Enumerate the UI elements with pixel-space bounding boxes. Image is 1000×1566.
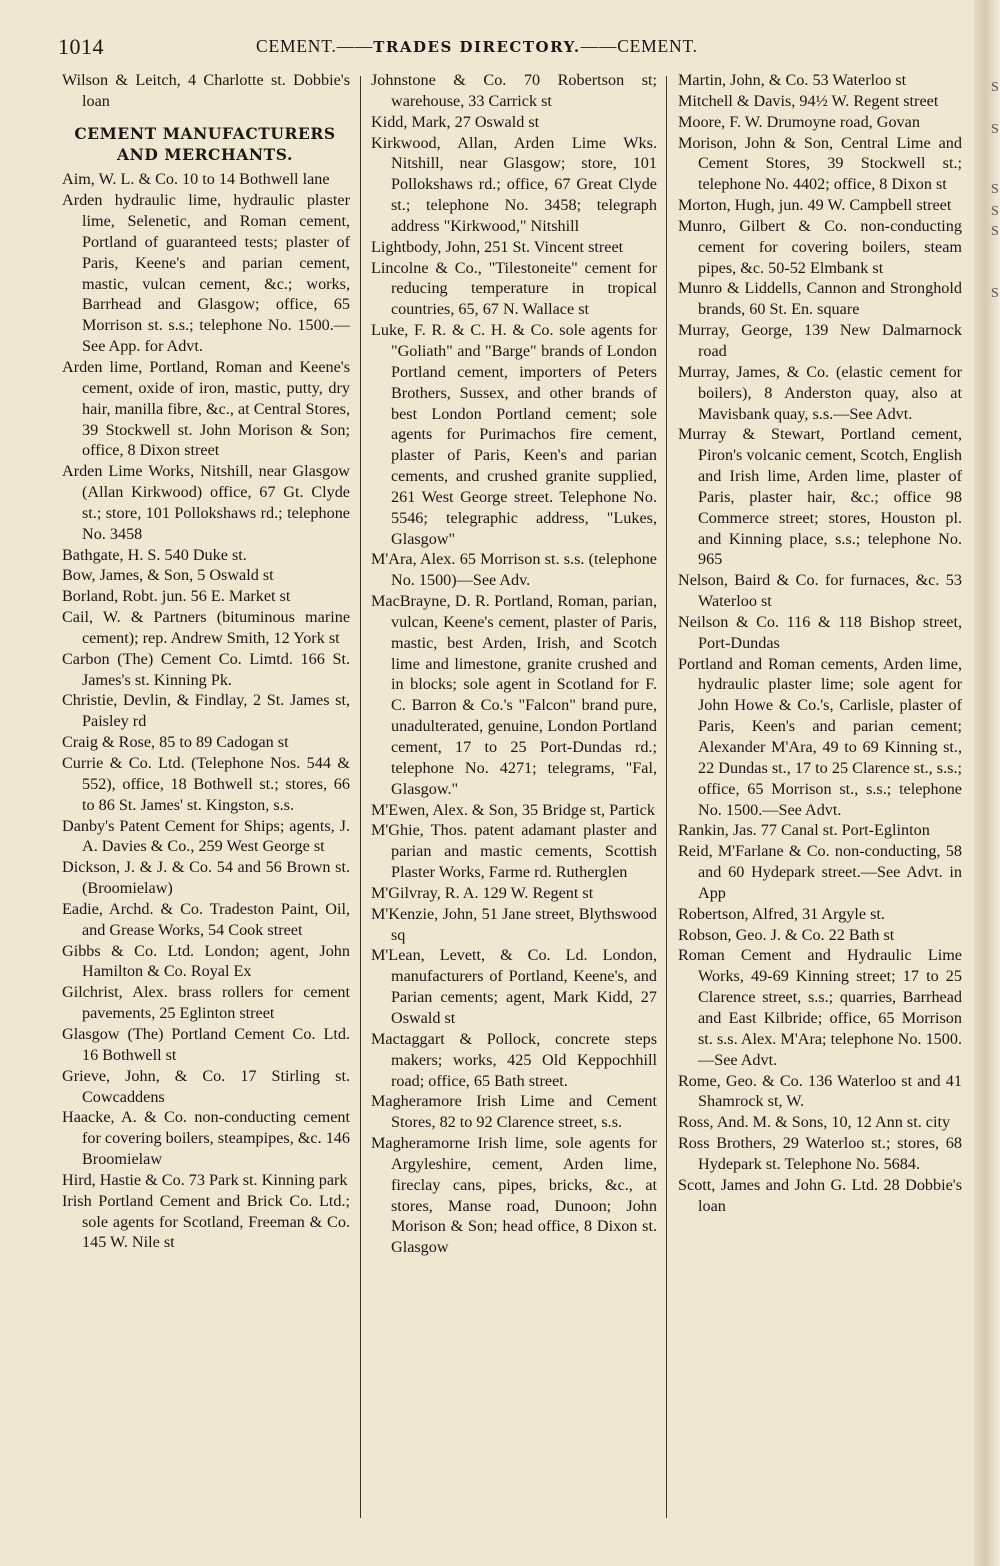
directory-entry: Morison, John & Son, Central Lime and Cement Stores, 39 Stockwell st.; telephone No. 4402; office, 8 Dixon st — [678, 133, 962, 194]
directory-entry: Ross, And. M. & Sons, 10, 12 Ann st. city — [678, 1113, 951, 1132]
directory-entry: Johnstone & Co. 70 Robertson st; warehouse, 33 Carrick st — [371, 71, 657, 110]
running-head-left: CEMENT. — [256, 36, 337, 56]
directory-entry: Lightbody, John, 251 St. Vincent street — [371, 237, 624, 256]
running-head-dash: —— — [336, 36, 374, 56]
directory-entry: Magheramorne Irish lime, sole agents for Argyleshire, cement, Arden lime, fireclay cans, pipes, bricks, &c., at stores, Manse road, Dunoon; John Morison & Son; head office, 8 Dixon st. Glasgow — [371, 1134, 657, 1257]
directory-entry: Craig & Rose, 85 to 89 Cadogan st — [62, 733, 289, 752]
directory-entry: Murray, George, 139 New Dalmarnock road — [678, 321, 962, 360]
edge-mark: S — [991, 122, 999, 137]
directory-entry: Munro & Liddells, Cannon and Stronghold brands, 60 St. En. square — [678, 279, 962, 319]
running-head-title: TRADES DIRECTORY. — [373, 38, 581, 56]
directory-entry: Arden Lime Works, Nitshill, near Glasgow (Allan Kirkwood) office, 67 Gt. Clyde st.; store, 101 Pollokshaws rd.; telephone No. 3458 — [62, 462, 350, 543]
directory-entry: Magheramore Irish Lime and Cement Stores, 82 to 92 Clarence street, s.s. — [371, 1092, 657, 1132]
directory-entry: Martin, John, & Co. 53 Waterloo st — [678, 71, 907, 89]
directory-entry: Reid, M'Farlane & Co. non-conducting, 58 and 60 Hydepark street.—See Advt. in App — [678, 842, 962, 902]
directory-entry: Ross Brothers, 29 Waterloo st.; stores, 68 Hydepark st. Telephone No. 5684. — [678, 1134, 962, 1173]
directory-entry: Currie & Co. Ltd. (Telephone Nos. 544 & 552), office, 18 Bothwell st.; stores, 66 to 86 St. James' st. Kingston, s.s. — [62, 754, 350, 814]
directory-entry: Mitchell & Davis, 94½ W. Regent street — [678, 91, 939, 110]
directory-entry: Kirkwood, Allan, Arden Lime Wks. Nitshill, near Glasgow; store, 101 Pollokshaws rd.; office, 67 Great Clyde st.; telephone No. 3458; telegraph address "Kirkwood," Nitshill — [371, 133, 657, 235]
directory-entry: Rome, Geo. & Co. 136 Waterloo st and 41 Shamrock st, W. — [678, 1071, 962, 1111]
directory-entry: M'Ewen, Alex. & Son, 35 Bridge st, Partick — [371, 800, 655, 819]
directory-entry: M'Gilvray, R. A. 129 W. Regent st — [371, 883, 594, 902]
directory-entry: Scott, James and John G. Ltd. 28 Dobbie's loan — [678, 1175, 962, 1215]
directory-entry: Rankin, Jas. 77 Canal st. Port-Eglinton — [678, 821, 930, 840]
directory-entry: Glasgow (The) Portland Cement Co. Ltd. 16 Bothwell st — [62, 1024, 350, 1064]
directory-entry: M'Kenzie, John, 51 Jane street, Blythswood sq — [371, 904, 657, 944]
directory-entry: Arden lime, Portland, Roman and Keene's cement, oxide of iron, mastic, putty, dry hair, manilla fibre, &c., at Central Stores, 39 Stockwell st. John Morison & Son; office, 8 Dixon street — [62, 357, 350, 460]
adjacent-page-edge — [974, 0, 1000, 1566]
directory-entry: Haacke, A. & Co. non-conducting cement for covering boilers, steampipes, &c. 146 Broomielaw — [62, 1108, 350, 1169]
edge-mark: S — [991, 286, 999, 301]
directory-entry: Murray & Stewart, Portland cement, Piron's volcanic cement, Scotch, English and Irish lime, Arden lime, plaster of Paris, plaster hair, &c.; office 98 Commerce street; stores, Houston pl. and Kinning place, s.s.; telephone No. 965 — [678, 425, 962, 569]
directory-entry: Irish Portland Cement and Brick Co. Ltd.; sole agents for Scotland, Freeman & Co. 145 W. Nile st — [62, 1191, 350, 1252]
edge-mark: S — [991, 182, 999, 197]
directory-entry: Bathgate, H. S. 540 Duke st. — [62, 545, 247, 564]
directory-entry: Moore, F. W. Drumoyne road, Govan — [678, 112, 920, 131]
directory-entry: Morton, Hugh, jun. 49 W. Campbell street — [678, 196, 952, 215]
column-1 — [60, 70, 350, 1253]
directory-entry: Christie, Devlin, & Findlay, 2 St. James st, Paisley rd — [62, 691, 350, 731]
edge-mark: S — [991, 224, 999, 239]
directory-entry: Neilson & Co. 116 & 118 Bishop street, Port-Dundas — [678, 612, 962, 652]
directory-entry: Hird, Hastie & Co. 73 Park st. Kinning park — [62, 1170, 348, 1189]
directory-entry: Portland and Roman cements, Arden lime, hydraulic plaster lime; sole agent for John Howe & Co.'s, Carlisle, plaster of Paris, Keen's and parian cement; Alexander M'Ara, 49 to 69 Kinning st., 22 Dundas st., 17 to 25 Clarence st., s.s.; office, 65 Morrison st., s.s.; telephone No. 1500.—See Advt. — [678, 654, 962, 819]
directory-entry: Roman Cement and Hydraulic Lime Works, 49-69 Kinning street; 17 to 25 Clarence street, s.s.; quarries, Barrhead and East Kilbride; office, 65 Morrison st. s.s. Alex. M'Ara; telephone No. 1500.—See Advt. — [678, 946, 962, 1069]
directory-entry: Robson, Geo. J. & Co. 22 Bath st — [678, 925, 895, 944]
directory-entry: M'Ghie, Thos. patent adamant plaster and parian and mastic cements, Scottish Plaster Works, Farme rd. Rutherglen — [371, 821, 657, 882]
directory-entry: Dickson, J. & J. & Co. 54 and 56 Brown st. (Broomielaw) — [62, 858, 350, 898]
directory-entry: Bow, James, & Son, 5 Oswald st — [62, 566, 274, 585]
directory-entry: Gilchrist, Alex. brass rollers for cement pavements, 25 Eglinton street — [62, 983, 350, 1023]
running-head-right: CEMENT. — [617, 36, 698, 56]
edge-mark: S — [991, 80, 999, 95]
edge-mark: S — [991, 204, 999, 219]
directory-entry: Robertson, Alfred, 31 Argyle st. — [678, 904, 885, 923]
column-rule — [360, 76, 361, 1518]
page-number: 1014 — [58, 34, 104, 59]
column-3 — [676, 70, 962, 1216]
directory-entry: Danby's Patent Cement for Ships; agents, J. A. Davies & Co., 259 West George st — [62, 816, 350, 856]
directory-entry: Cail, W. & Partners (bituminous marine cement); rep. Andrew Smith, 12 York st — [62, 608, 350, 647]
directory-entry: Carbon (The) Cement Co. Limtd. 166 St. James's st. Kinning Pk. — [62, 649, 350, 689]
running-head — [256, 36, 776, 57]
directory-entry: Grieve, John, & Co. 17 Stirling st. Cowcaddens — [62, 1066, 350, 1106]
directory-entry: Gibbs & Co. Ltd. London; agent, John Hamilton & Co. Royal Ex — [62, 941, 350, 981]
directory-entry: Lincolne & Co., "Tilestoneite" cement for reducing temperature in tropical countries, 65, 67 N. Wallace st — [371, 258, 657, 319]
directory-entry: Murray, James, & Co. (elastic cement for boilers), 8 Anderston quay, also at Mavisbank quay, s.s.—See Advt. — [678, 362, 962, 423]
running-head-dash: —— — [580, 36, 618, 56]
directory-entry: Aim, W. L. & Co. 10 to 14 Bothwell lane — [62, 170, 330, 189]
column-rule — [666, 76, 667, 1518]
directory-entry: Nelson, Baird & Co. for furnaces, &c. 53 Waterloo st — [678, 571, 962, 611]
directory-entry: M'Ara, Alex. 65 Morrison st. s.s. (telephone No. 1500)—See Adv. — [371, 550, 657, 590]
directory-entry: Munro, Gilbert & Co. non-conducting cement for covering boilers, steam pipes, &c. 50-52 Elmbank st — [678, 216, 962, 277]
directory-entry: Arden hydraulic lime, hydraulic plaster lime, Selenetic, and Roman cement, Portland of guaranteed tests; plaster of Paris, Keene's and parian cement, mastic, vulcan cement, &c.; works, Barrhead and Glasgow; office, 65 Morrison st. s.s.; telephone No. 1500.—See App. for Advt. — [62, 191, 350, 356]
directory-entry: Borland, Robt. jun. 56 E. Market st — [62, 587, 291, 606]
directory-entry: MacBrayne, D. R. Portland, Roman, parian, vulcan, Keene's cement, plaster of Paris, mastic, best Arden, Irish, and Scotch lime and limestone, granite crushed and in blocks; sole agent in Scotland for F. C. Barron & Co.'s "Falcon" brand pure, unadulterated, genuine, London Portland cement, 17 to 25 Port-Dundas rd.; telephone No. 4271; telegrams, "Fal, Glasgow." — [371, 592, 657, 798]
directory-entry: Wilson & Leitch, 4 Charlotte st. Dobbie's loan — [62, 71, 350, 110]
column-2 — [369, 70, 657, 1258]
section-heading: CEMENT MANUFACTURERS AND MERCHANTS. — [74, 123, 336, 164]
directory-entry: Eadie, Archd. & Co. Tradeston Paint, Oil, and Grease Works, 54 Cook street — [62, 899, 350, 939]
page-header — [0, 34, 1000, 62]
directory-entry: M'Lean, Levett, & Co. Ld. London, manufacturers of Portland, Keene's, and Parian cements; agent, Mark Kidd, 27 Oswald st — [371, 946, 657, 1027]
directory-entry: Mactaggart & Pollock, concrete steps makers; works, 425 Old Keppochhill road; office, 65 Bath street. — [371, 1029, 657, 1090]
directory-entry: Luke, F. R. & C. H. & Co. sole agents for "Goliath" and "Barge" brands of London Portland cement, importers of Peters Brothers, Sussex, and other brands of best London Portland cement; sole agents for Purimachos fire cement, plaster of Paris, Keen's and parian cements, and crushed granite supplied, 261 West George street. Telephone No. 5546; telegraphic address, "Lukes, Glasgow" — [371, 321, 657, 548]
directory-entry: Kidd, Mark, 27 Oswald st — [371, 112, 540, 131]
